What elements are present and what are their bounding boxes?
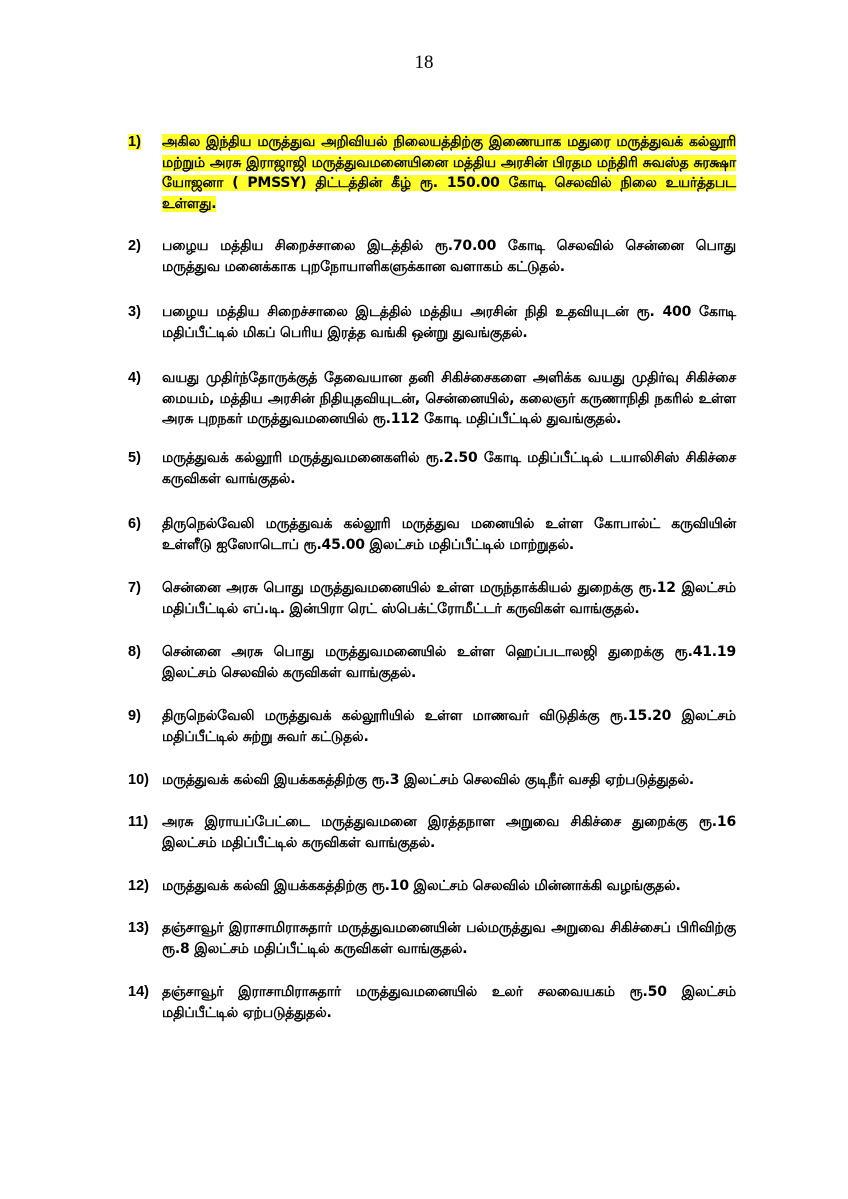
item-number: 4) [128,370,141,386]
list-item [128,812,736,853]
list-item [128,514,736,555]
list-item [128,448,736,489]
item-number: 13) [128,920,149,936]
item-text: மருத்துவக் கல்வி இயக்ககத்திற்கு ரூ.3 இலட்சம் செலவில் குடிநீர் வசதி ஏற்படுத்துதல். [162,772,694,788]
item-number: 11) [128,814,149,830]
list-item [128,918,736,959]
item-text: அகில இந்திய மருத்துவ அறிவியல் நிலையத்திற்கு இணையாக மதுரை மருத்துவக் கல்லூரி மற்றும் அரசு இராஜாஜி மருத்துவமனையினை மத்திய அரசின் பிரதம மந்திரி சுவஸ்த சுரக்ஷா யோஜனா ( PMSSY) திட்டத்தின் கீழ் ரூ. 150.00 கோடி செலவில் நிலை உயர்த்தபட உள்ளது. [162,134,736,212]
item-number: 10) [128,772,149,788]
page-number: 18 [414,52,434,73]
list-item [128,982,736,1023]
item-number: 3) [128,304,141,320]
list-item [128,368,736,430]
item-number: 9) [128,708,141,724]
item-number: 8) [128,644,141,660]
list-item [128,578,736,619]
list-item [128,642,736,683]
list-item [128,706,736,747]
item-number: 7) [128,580,141,596]
item-text: தஞ்சாவூர் இராசாமிராசுதார் மருத்துவமனையின் பல்மருத்துவ அறுவை சிகிச்சைப் பிரிவிற்கு ரூ.8 இலட்சம் மதிப்பீட்டில் கருவிகள் வாங்குதல். [162,920,736,957]
item-text: மருத்துவக் கல்லூரி மருத்துவமனைகளில் ரூ.2.50 கோடி மதிப்பீட்டில் டயாலிசிஸ் சிகிச்சை கருவிகள் வாங்குதல். [162,450,736,487]
item-text: திருநெல்வேலி மருத்துவக் கல்லூரியில் உள்ள மாணவர் விடுதிக்கு ரூ.15.20 இலட்சம் மதிப்பீட்டில் சுற்று சுவர் கட்டுதல். [162,708,736,745]
item-text: திருநெல்வேலி மருத்துவக் கல்லூரி மருத்துவ மனையில் உள்ள கோபால்ட் கருவியின் உள்ளீடு ஐஸோடொப் ரூ.45.00 இலட்சம் மதிப்பீட்டில் மாற்றுதல். [162,516,736,553]
item-text: மருத்துவக் கல்வி இயக்ககத்திற்கு ரூ.10 இலட்சம் செலவில் மின்னாக்கி வழங்குதல். [162,878,681,894]
item-text: சென்னை அரசு பொது மருத்துவமனையில் உள்ள ஹெப்படாலஜி துறைக்கு ரூ.41.19 இலட்சம் செலவில் கருவிகள் வாங்குதல். [162,644,736,681]
list-item [128,876,736,897]
item-text: அரசு இராயப்பேட்டை மருத்துவமனை இரத்தநாள அறுவை சிகிச்சை துறைக்கு ரூ.16 இலட்சம் மதிப்பீட்டில் கருவிகள் வாங்குதல். [162,814,736,851]
item-text: சென்னை அரசு பொது மருத்துவமனையில் உள்ள மருந்தாக்கியல் துறைக்கு ரூ.12 இலட்சம் மதிப்பீட்டில் எப்.டி. இன்பிரா ரெட் ஸ்பெக்ட்ரோமீட்டர் கருவிகள் வாங்குதல். [162,580,736,617]
item-number: 14) [128,984,149,1000]
item-number: 5) [128,450,141,466]
item-number: 12) [128,878,149,894]
list-item [128,302,736,343]
item-number: 1) [128,134,141,150]
item-text: வயது முதிர்ந்தோருக்குத் தேவையான தனி சிகிச்சைகளை அளிக்க வயது முதிர்வு சிகிச்சை மையம், மத்திய அரசின் நிதியுதவியுடன், சென்னையில், கலைஞர் கருணாநிதி நகரில் உள்ள அரசு புறநகர் மருத்துவமனையில் ரூ.112 கோடி மதிப்பீட்டில் துவங்குதல். [162,370,736,427]
item-text: பழைய மத்திய சிறைச்சாலை இடத்தில் மத்திய அரசின் நிதி உதவியுடன் ரூ. 400 கோடி மதிப்பீட்டில் மிகப் பெரிய இரத்த வங்கி ஒன்று துவங்குதல். [162,304,736,341]
list-item [128,236,736,277]
item-number: 2) [128,238,141,254]
item-number: 6) [128,516,141,532]
list-item [128,132,736,214]
list-item [128,770,736,791]
item-text: தஞ்சாவூர் இராசாமிராசுதார் மருத்துவமனையில் உலர் சலவையகம் ரூ.50 இலட்சம் மதிப்பீட்டில் ஏற்படுத்துதல். [162,984,736,1021]
item-text: பழைய மத்திய சிறைச்சாலை இடத்தில் ரூ.70.00 கோடி செலவில் சென்னை பொது மருத்துவ மனைக்காக புறநோயாளிகளுக்கான வளாகம் கட்டுதல். [162,238,736,275]
